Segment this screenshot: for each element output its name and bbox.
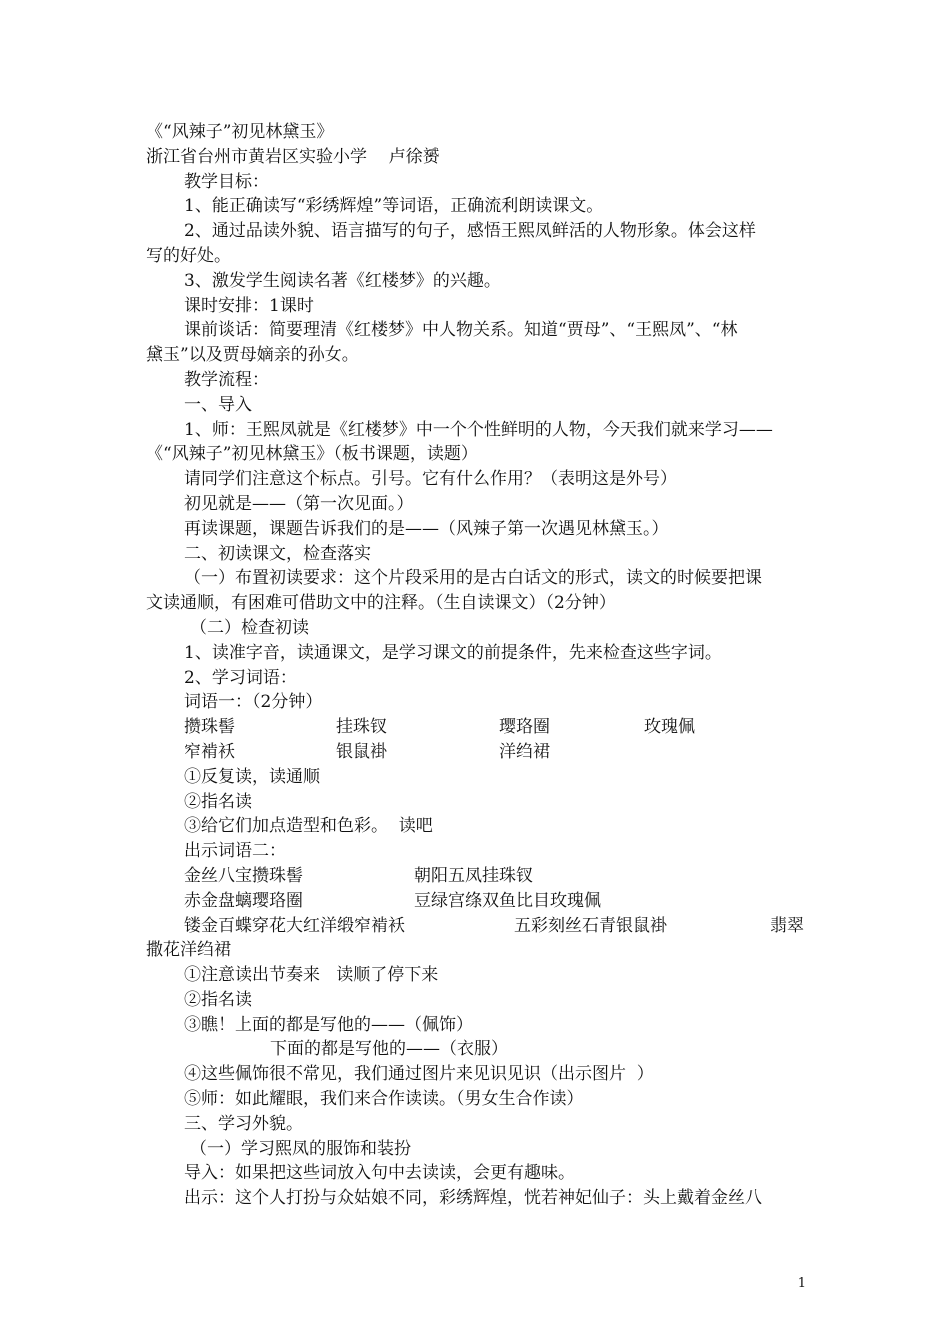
word-item: 镂金百蝶穿花大红洋缎窄褃袄: [184, 915, 405, 936]
text-line: 黛玉”以及贾母嫡亲的孙女。: [146, 345, 359, 366]
text-line: 出示：这个人打扮与众姑娘不同，彩绣辉煌，恍若神妃仙子：头上戴着金丝八: [184, 1188, 762, 1209]
text-line: 1、能正确读写“彩绣辉煌”等词语，正确流利朗读课文。: [184, 196, 604, 217]
word-item: 玫瑰佩: [644, 717, 695, 738]
text-line: （一）学习熙凤的服饰和装扮: [190, 1138, 411, 1159]
section-heading: 三、学习外貌。: [184, 1113, 303, 1134]
text-line: 再读课题，课题告诉我们的是——（风辣子第一次遇见林黛玉。）: [184, 518, 669, 539]
text-line: 《“风辣子”初见林黛玉》（板书课题，读题）: [146, 444, 478, 465]
text-line: （一）布置初读要求：这个片段采用的是古白话文的形式，读文的时候要把课: [184, 568, 762, 589]
word-item: 赤金盘螭璎珞圈: [184, 890, 303, 911]
word-item: 窄褃袄: [184, 741, 235, 762]
text-line: 课时安排：1课时: [184, 295, 314, 316]
text-line: 文读通顺，有困难可借助文中的注释。（生自读课文）（2分钟）: [146, 593, 616, 614]
text-line: 下面的都是写他的——（衣服）: [270, 1039, 508, 1060]
text-line: ②指名读: [184, 791, 252, 812]
section-heading: 一、导入: [184, 394, 252, 415]
text-line: 词语一：（2分钟）: [184, 692, 323, 713]
word-item: 撒花洋绉裙: [146, 940, 231, 961]
text-line: 教学目标：: [184, 171, 269, 192]
text-line: ②指名读: [184, 989, 252, 1010]
text-line: ④这些佩饰很不常见，我们通过图片来见识见识（出示图片 ）: [184, 1064, 654, 1085]
word-item: 五彩刻丝石青银鼠褂: [514, 915, 667, 936]
word-item: 攒珠髻: [184, 717, 235, 738]
section-heading: 二、初读课文，检查落实: [184, 543, 371, 564]
document-title: 《“风辣子”初见林黛玉》: [146, 122, 334, 142]
text-line: ①注意读出节奏来 读顺了停下来: [184, 965, 439, 986]
text-line: 初见就是——（第一次见面。）: [184, 493, 414, 514]
word-row: [146, 914, 808, 939]
text-line: 1、师：王熙凤就是《红楼梦》中一个个性鲜明的人物，今天我们就来学习——: [184, 419, 773, 440]
page-number: 1: [797, 1276, 806, 1291]
word-item: 挂珠钗: [336, 717, 387, 738]
word-item: 金丝八宝攒珠髻: [184, 865, 303, 886]
text-line: 导入：如果把这些词放入句中去读读，会更有趣味。: [184, 1163, 575, 1184]
word-row: [146, 715, 808, 740]
text-line: 1、读准字音，读通课文，是学习课文的前提条件，先来检查这些字词。: [184, 642, 722, 663]
text-line: ③瞧！上面的都是写他的——（佩饰）: [184, 1014, 473, 1035]
text-line: ⑤师：如此耀眼，我们来合作读读。（男女生合作读）: [184, 1089, 584, 1110]
text-line: 请同学们注意这个标点。引号。它有什么作用？（表明这是外号）: [184, 469, 677, 490]
text-line: 2、学习词语：: [184, 667, 297, 688]
word-item: 银鼠褂: [336, 741, 387, 762]
word-row: [146, 740, 808, 765]
word-item: 豆绿宫绦双鱼比目玫瑰佩: [414, 890, 601, 911]
text-line: 3、激发学生阅读名著《红楼梦》的兴趣。: [184, 270, 501, 291]
author-line: 浙江省台州市黄岩区实验小学 卢徐赟: [146, 146, 440, 167]
text-line: （二）检查初读: [190, 617, 309, 638]
text-line: 2、通过品读外貌、语言描写的句子，感悟王熙凤鲜活的人物形象。体会这样: [184, 221, 756, 242]
text-line: ①反复读，读通顺: [184, 766, 320, 787]
document-body: [146, 120, 808, 1211]
word-row: [146, 889, 808, 914]
word-item: 朝阳五凤挂珠钗: [414, 865, 533, 886]
text-line: 写的好处。: [146, 245, 231, 266]
text-line: 出示词语二：: [184, 841, 286, 862]
word-item: 洋绉裙: [499, 741, 550, 762]
word-item: 璎珞圈: [499, 717, 550, 738]
text-line: 教学流程：: [184, 369, 269, 390]
word-item: 翡翠: [770, 915, 804, 936]
text-line: ③给它们加点造型和色彩。 读吧: [184, 816, 433, 837]
word-row: [146, 864, 808, 889]
text-line: 课前谈话：简要理清《红楼梦》中人物关系。知道“贾母”、“王熙凤”、“林: [184, 320, 738, 341]
